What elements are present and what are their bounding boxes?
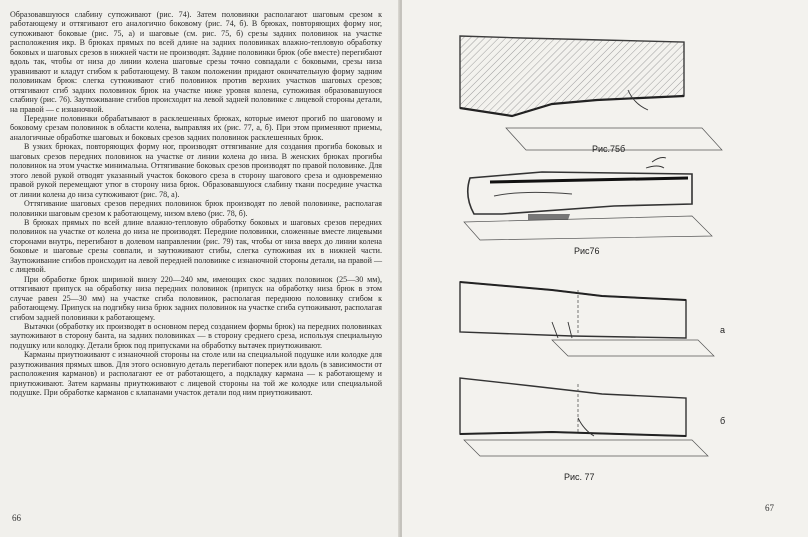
paragraph: Карманы приутюживают с изнаночной стороны на столе или на специальной подушке или колодке для разутюживания прямых швов. Для этого основную деталь перегибают поперек или вдоль (в зависимости от расположения карманов) и располагают ее от работающего, а подкладку кармана — к работающему и приутюживают. Затем карманы приутюживают с лицевой стороны на той же колодке или специальной подушке. При обработке карманов с клапанами участок детали под ним приутюживают.	[10, 350, 382, 398]
page-number-right: 67	[765, 503, 774, 513]
table-outline	[464, 216, 712, 240]
right-page	[402, 0, 808, 537]
left-page	[0, 0, 400, 537]
caption-fig-75b: Рис.75б	[592, 144, 626, 154]
paragraph: В брюках прямых по всей длине влажно-тепловую обработку боковых и шаговых срезов передних половинок на участке от колена до низа не производят. Передние половинки, сложенные вместе лицевыми сторонами внутрь, перегибают в долевом направлении (рис. 79) так, чтобы от низа вверх до линии колена боковые и шаговые срезы совпали, и заутюживают сгибы, слегка сутюживая их в нижней части. Заутюживание сгибов происходит на левой передней половинке с изнаночной стороны детали, на правой — с лицевой.	[10, 217, 382, 275]
paragraph: Образовавшуюся слабину сутюживают (рис. 74). Затем половинки располагают шаговым срезом к работающему и оттягивают его аналогично боковому (рис. 74, б). В брюках, повторяющих форму ног, сутюживают боковые (рис. 75, а) и шаговые (см. рис. 75, б) срезы задних половинок на участке расположения икр. В брюках прямых по всей длине на задних половинках влажно-тепловую обработку боковых и шаговых срезов в нижней части не производят. Задние половинки брюк (обе вместе) перегибают вдоль так, чтобы от низа до линии колена шаговые срезы точно совпадали с боковыми, срезы низа уравнивают и кладут сгибом к работающему. В таком положении придают окончательную форму задним половинкам брюк: слегка сутюживают сгиб половинок против верхних участков шаговых срезов; оттягивают сгиб задних половинок брюк на участке ниже уровня колена, сутюживая образовавшуюся слабину (рис. 76). Заутюживание сгибов происходит на левой задней половинке с лицевой стороны детали, на правой — с изнаночной.	[10, 10, 382, 114]
table-outline	[552, 340, 714, 356]
label-a: а	[720, 325, 726, 335]
caption-fig-76: Рис76	[574, 246, 600, 256]
paragraph: Оттягивание шаговых срезов передних половинок брюк производят по левой половинке, располагая половинки шаговым срезом к работающему, низом влево (рис. 78, б).	[10, 199, 382, 218]
figure-75b	[460, 36, 722, 150]
page-number-left: 66	[12, 513, 21, 523]
front-half-shape	[460, 378, 686, 436]
figure-77a	[460, 282, 725, 356]
paragraph: В узких брюках, повторяющих форму ног, производят оттягивание для создания прогиба боковых и шаговых срезов передних половинок на участке от линии колена до низа. В женских брюках прогибы половинок на этом участке минимальна. Оттягивание боковых срезов производят по правой половинке. Для этого левой рукой отводят указанный участок бокового среза в сторону шагового среза и одновременно правой рукой перемещают утюг в сторону низа брюк. Образовавшуюся слабину ткани посредине участка от линии колена до низа сутюживают (рис. 78, а).	[10, 142, 382, 199]
figure-77b	[460, 378, 725, 456]
label-b: б	[720, 416, 726, 426]
trouser-figures	[402, 0, 808, 537]
paragraph: Передние половинки обрабатывают в расклешенных брюках, которые имеют прогиб по шаговому и боковому срезам половинок в области колена, выправляя их (рис. 77, а, б). При этом применяют приемы, аналогичные обработке шаговых и боковых срезов задних половинок расклешенных брюк.	[10, 113, 382, 142]
body-text	[10, 10, 382, 398]
caption-fig-77: Рис. 77	[564, 472, 595, 482]
figure-76	[464, 158, 712, 241]
paragraph: Вытачки (обработку их производят в основном перед созданием формы брюк) на передних половинках заутюживают в сторону банта, на задних половинках — в сторону среднего среза, используя специальную подушку или колодку. Детали брюк под припусками на обработку вытачек приутюживают.	[10, 321, 382, 350]
table-outline	[464, 440, 708, 456]
trouser-leg-shape	[460, 36, 684, 116]
paragraph: При обработке брюк шириной внизу 220—240 мм, имеющих скос задних половинок (25—30 мм), оттягивают припуск на обработку низа передних половинок (припуск на обработку низа брюк в этом случае равен 25—30 мм) на участке сгиба половинок, располагая переднюю половинку сгибом к работающему. Припуск на подгибку низа брюк задних половинок на участке сгиба сутюживают, располагая сгибом задней половинки к работающему.	[10, 274, 382, 322]
front-half-shape	[460, 282, 686, 338]
